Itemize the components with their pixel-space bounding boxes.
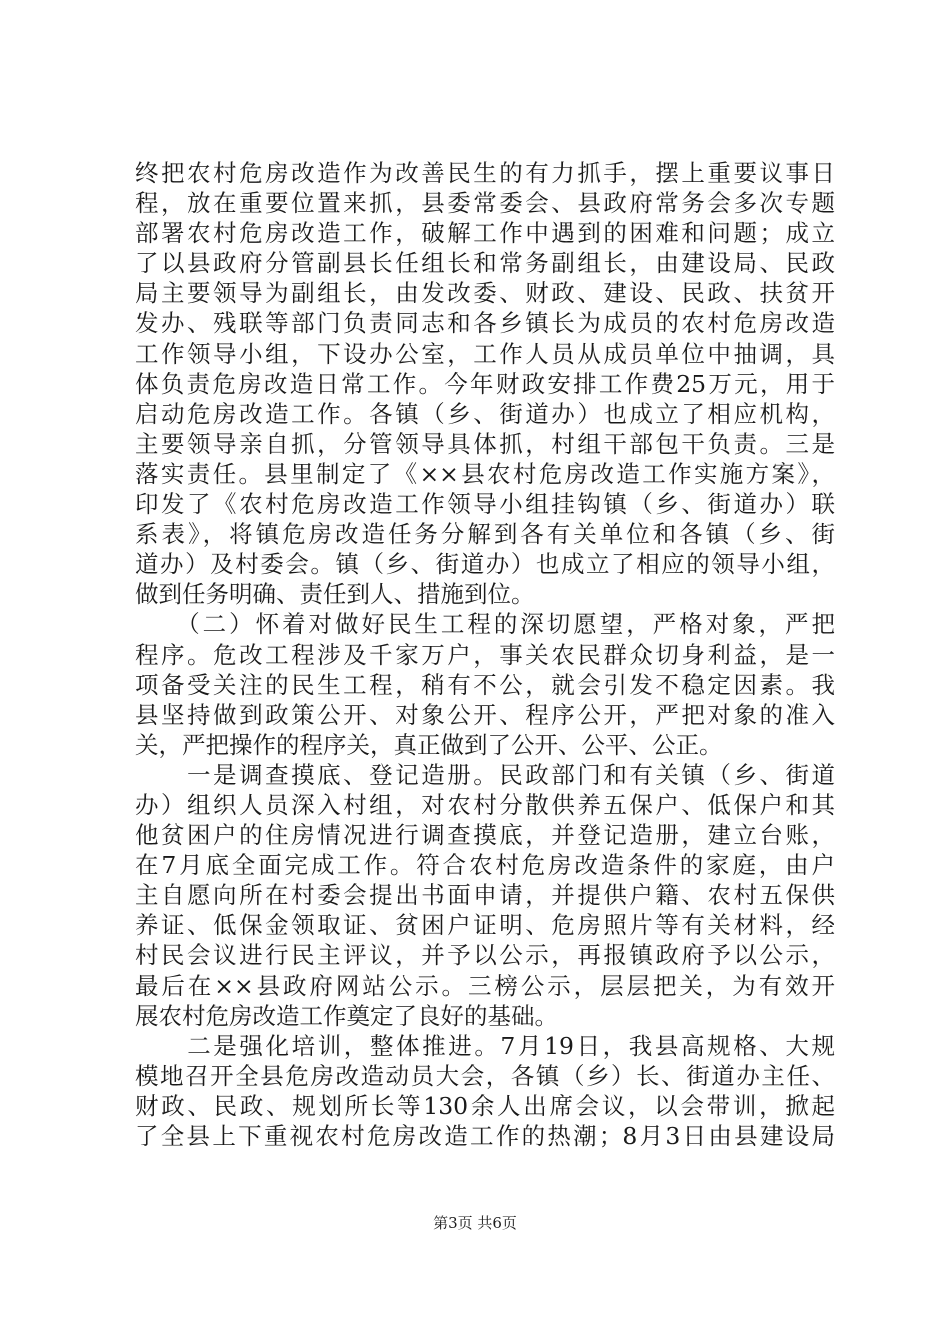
text-line: 道办）及村委会。镇（乡、街道办）也成立了相应的领导小组， — [135, 550, 835, 579]
page-number-footer: 第3页 共6页 — [433, 1214, 517, 1232]
text-line: 一是调查摸底、登记造册。民政部门和有关镇（乡、街道 — [135, 760, 835, 789]
text-line: 主自愿向所在村委会提出书面申请，并提供户籍、农村五保供 — [135, 881, 835, 910]
text-line: 程序。危改工程涉及千家万户，事关农民群众切身利益，是一 — [135, 640, 835, 669]
text-line: 县坚持做到政策公开、对象公开、程序公开，严把对象的准入 — [135, 700, 835, 729]
text-line: 工作领导小组，下设办公室，工作人员从成员单位中抽调，具 — [135, 339, 835, 368]
text-line: 他贫困户的住房情况进行调查摸底，并登记造册，建立台账， — [135, 821, 835, 850]
text-line: 在7月底全面完成工作。符合农村危房改造条件的家庭，由户 — [135, 851, 835, 880]
text-line: 发办、残联等部门负责同志和各乡镇长为成员的农村危房改造 — [135, 309, 835, 338]
text-line: 项备受关注的民生工程，稍有不公，就会引发不稳定因素。我 — [135, 670, 835, 699]
text-line: 程，放在重要位置来抓，县委常委会、县政府常务会多次专题 — [135, 189, 835, 218]
text-line: 做到任务明确、责任到人、措施到位。 — [135, 580, 535, 609]
text-line: 最后在××县政府网站公示。三榜公示，层层把关，为有效开 — [135, 971, 835, 1000]
text-line: 关，严把操作的程序关，真正做到了公开、公平、公正。 — [135, 730, 723, 759]
text-line: 局主要领导为副组长，由发改委、财政、建设、民政、扶贫开 — [135, 279, 835, 308]
text-line: 终把农村危房改造作为改善民生的有力抓手，摆上重要议事日 — [135, 159, 835, 187]
text-line: 办）组织人员深入村组，对农村分散供养五保户、低保户和其 — [135, 790, 835, 819]
text-line: 系表》，将镇危房改造任务分解到各有关单位和各镇（乡、街 — [135, 520, 835, 549]
text-line: 财政、民政、规划所长等130余人出席会议，以会带训，掀起 — [135, 1091, 835, 1120]
text-line: 模地召开全县危房改造动员大会，各镇（乡）长、街道办主任、 — [135, 1061, 835, 1090]
text-line: 部署农村危房改造工作，破解工作中遇到的困难和问题；成立 — [135, 219, 835, 248]
text-line: 了全县上下重视农村危房改造工作的热潮；8月3日由县建设局 — [135, 1122, 835, 1150]
text-line: 启动危房改造工作。各镇（乡、街道办）也成立了相应机构， — [135, 399, 835, 428]
text-line: 养证、低保金领取证、贫困户证明、危房照片等有关材料，经 — [135, 911, 835, 940]
text-line: 二是强化培训，整体推进。7月19日，我县高规格、大规 — [135, 1031, 835, 1060]
text-line: 了以县政府分管副县长任组长和常务副组长，由建设局、民政 — [135, 249, 835, 278]
document-body — [135, 158, 835, 1151]
text-line: 村民会议进行民主评议，并予以公示，再报镇政府予以公示， — [135, 941, 835, 970]
text-line: （二）怀着对做好民生工程的深切愿望，严格对象，严把 — [135, 610, 835, 639]
text-line: 落实责任。县里制定了《××县农村危房改造工作实施方案》， — [135, 459, 835, 488]
text-line: 展农村危房改造工作奠定了良好的基础。 — [135, 1001, 558, 1030]
text-line: 体负责危房改造日常工作。今年财政安排工作费25万元，用于 — [135, 369, 835, 398]
text-line: 印发了《农村危房改造工作领导小组挂钩镇（乡、街道办）联 — [135, 490, 835, 519]
text-line: 主要领导亲自抓，分管领导具体抓，村组干部包干负责。三是 — [135, 429, 835, 458]
